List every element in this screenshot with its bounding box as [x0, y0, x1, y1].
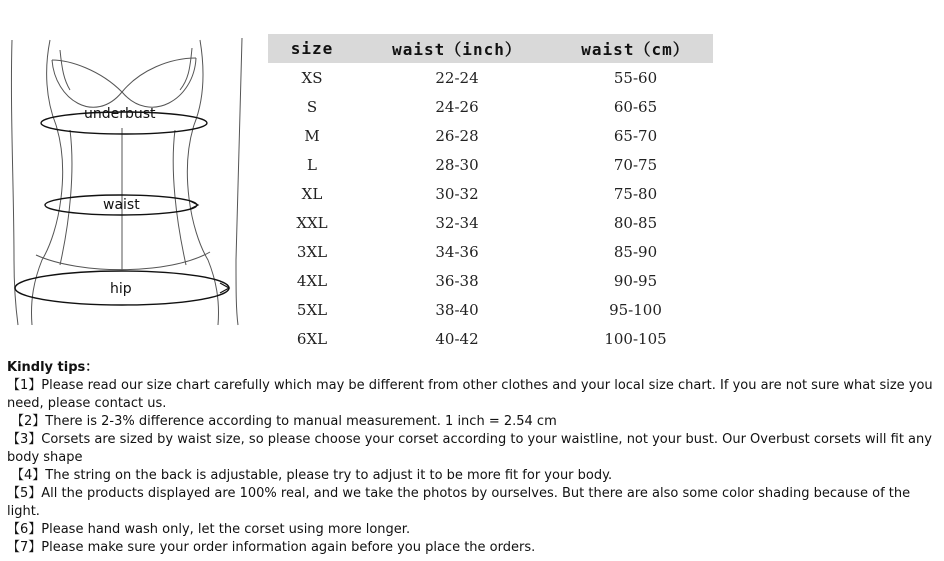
waist-cm-cell: 65-70 — [613, 126, 658, 145]
waist-cm-cell: 70-75 — [613, 155, 658, 174]
underbust-label: underbust — [84, 106, 156, 122]
table-row — [268, 121, 713, 150]
waist-cm-cell: 80-85 — [613, 213, 658, 232]
tip-item: 【3】Corsets are sized by waist size, so please choose your corset according to your waistline, not your bust. Our Overbust corsets will fit any body shape — [7, 432, 932, 465]
tip-item: 【2】There is 2-3% difference according to manual measurement. 1 inch = 2.54 cm — [11, 414, 557, 429]
body-measurement-illustration — [0, 30, 250, 335]
table-row — [268, 324, 713, 353]
tip-item: 【1】Please read our size chart carefully which may be different from other clothes and your local size chart. If you are not sure what size you need, please contact us. — [7, 378, 933, 411]
table-row — [268, 150, 713, 179]
waist-label: waist — [103, 197, 140, 213]
size-cell: XS — [301, 68, 323, 87]
header-size: size — [290, 39, 334, 58]
tip-item: 【6】Please hand wash only, let the corset using more longer. — [7, 522, 411, 537]
waist-inch-cell: 40-42 — [435, 329, 479, 348]
table-row — [268, 295, 713, 324]
waist-cm-cell: 75-80 — [613, 184, 658, 203]
table-row — [268, 266, 713, 295]
size-cell: 6XL — [296, 329, 328, 348]
table-row — [268, 92, 713, 121]
waist-cm-cell: 55-60 — [613, 68, 658, 87]
size-cell: XL — [301, 184, 323, 203]
size-cell: 5XL — [296, 300, 328, 319]
tip-item: 【7】Please make sure your order information again before you place the orders. — [7, 540, 536, 555]
kindly-tips-section — [7, 359, 942, 557]
size-chart-header-row — [268, 34, 713, 63]
waist-inch-cell: 28-30 — [435, 155, 479, 174]
waist-inch-cell: 22-24 — [435, 68, 479, 87]
waist-cm-cell: 100-105 — [604, 329, 667, 348]
waist-inch-cell: 30-32 — [435, 184, 479, 203]
tip-item: 【5】All the products displayed are 100% real, and we take the photos by ourselves. But there are also some color shading because of the light. — [7, 486, 911, 519]
table-row — [268, 208, 713, 237]
waist-inch-cell: 32-34 — [435, 213, 479, 232]
waist-inch-cell: 36-38 — [435, 271, 479, 290]
table-row — [268, 63, 713, 92]
waist-inch-cell: 26-28 — [435, 126, 479, 145]
size-cell: S — [306, 97, 318, 116]
waist-cm-cell: 60-65 — [613, 97, 658, 116]
size-cell: 4XL — [296, 271, 328, 290]
waist-cm-cell: 85-90 — [613, 242, 658, 261]
header-waist-inch: waist（inch） — [392, 40, 522, 59]
waist-cm-cell: 95-100 — [609, 300, 662, 319]
waist-cm-cell: 90-95 — [613, 271, 658, 290]
size-cell: M — [304, 126, 320, 145]
size-cell: L — [307, 155, 317, 174]
tips-title: Kindly tips： — [7, 360, 99, 375]
header-waist-cm: waist（cm） — [581, 40, 690, 59]
waist-inch-cell: 38-40 — [435, 300, 479, 319]
hip-label: hip — [110, 281, 132, 297]
size-cell: 3XL — [296, 242, 328, 261]
waist-inch-cell: 34-36 — [435, 242, 479, 261]
waist-inch-cell: 24-26 — [435, 97, 479, 116]
size-chart-table — [268, 34, 713, 353]
table-row — [268, 237, 713, 266]
tip-item: 【4】The string on the back is adjustable, please try to adjust it to be more fit for your body. — [11, 468, 613, 483]
size-cell: XXL — [296, 213, 328, 232]
table-row — [268, 179, 713, 208]
